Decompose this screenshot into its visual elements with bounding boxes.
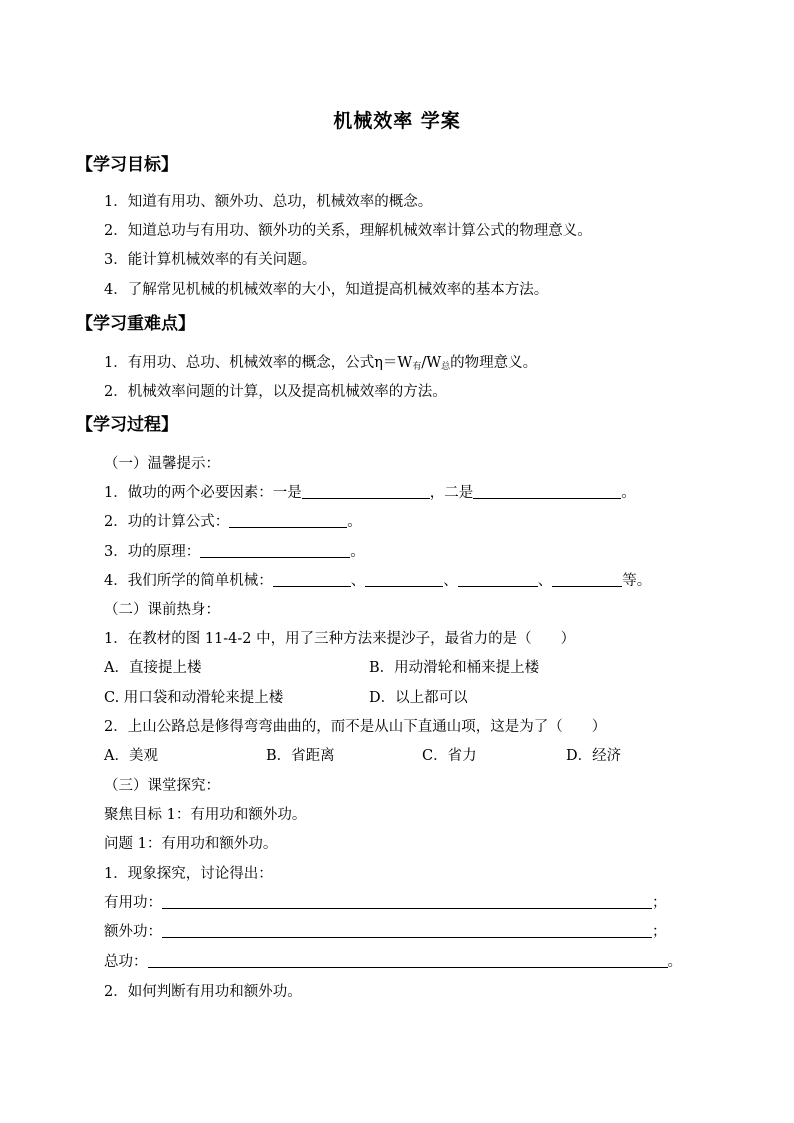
key-point-item-2: 2．机械效率问题的计算，以及提高机械效率的方法。: [104, 384, 447, 400]
option-a[interactable]: A．美观: [104, 748, 158, 764]
option-a[interactable]: A．直接提上楼: [104, 660, 202, 676]
step-2: 2．如何判断有用功和额外功。: [104, 984, 302, 1000]
useful-work-line: 有用功： ；: [104, 895, 667, 911]
answer-blank[interactable]: [162, 922, 652, 938]
option-c[interactable]: C．省力: [422, 748, 477, 764]
answer-blank[interactable]: [148, 952, 668, 968]
part1-question-2: 2．功的计算公式： 。: [104, 514, 362, 530]
part1-question-3: 3．功的原理： 。: [104, 544, 365, 560]
answer-blank[interactable]: [473, 483, 621, 499]
option-c[interactable]: C. 用口袋和动滑轮来提上楼: [104, 690, 284, 706]
answer-blank[interactable]: [273, 571, 351, 587]
answer-blank[interactable]: [229, 512, 347, 528]
question-label: 问题 1：有用功和额外功。: [104, 836, 278, 852]
key-points-heading: 【学习重难点】: [76, 314, 195, 334]
step-1: 1．现象探究，讨论得出：: [104, 866, 273, 882]
answer-blank[interactable]: [200, 542, 350, 558]
option-d[interactable]: D．以上都可以: [369, 690, 468, 706]
extra-work-line: 额外功： ；: [104, 924, 667, 940]
goal-item: 3．能计算机械效率的有关问题。: [104, 252, 317, 268]
part1-question-1: 1．做功的两个必要因素：一是 ，二是 。: [104, 485, 636, 501]
process-heading: 【学习过程】: [76, 415, 178, 435]
option-d[interactable]: D．经济: [566, 748, 622, 764]
part2-label: （二）课前热身：: [104, 602, 220, 618]
answer-blank[interactable]: [365, 571, 443, 587]
part3-label: （三）课堂探究：: [104, 778, 220, 794]
total-work-line: 总功： 。: [104, 954, 682, 970]
key-point-item-1: 1．有用功、总功、机械效率的概念，公式$\eta=W_有/W_总$的物理意义。: [104, 355, 538, 372]
answer-blank[interactable]: [302, 483, 430, 499]
part2-question-1: 1．在教材的图 11-4-2 中，用了三种方法来提沙子，最省力的是（ ）: [104, 631, 576, 647]
goals-heading: 【学习目标】: [76, 155, 178, 175]
option-b[interactable]: B．用动滑轮和桶来提上楼: [369, 660, 540, 676]
answer-blank[interactable]: [552, 571, 622, 587]
goal-item: 1．知道有用功、额外功、总功，机械效率的概念。: [104, 194, 433, 210]
answer-blank[interactable]: [162, 893, 652, 909]
option-b[interactable]: B．省距离: [266, 748, 335, 764]
goal-item: 4．了解常见机械的机械效率的大小，知道提高机械效率的基本方法。: [104, 282, 549, 298]
part1-question-4: 4．我们所学的简单机械： 、 、 、 等。: [104, 573, 652, 589]
goal-item: 2．知道总功与有用功、额外功的关系，理解机械效率计算公式的物理意义。: [104, 223, 592, 239]
focus-goal: 聚焦目标 1：有用功和额外功。: [104, 807, 307, 823]
part1-label: （一）温馨提示：: [104, 456, 220, 472]
answer-blank[interactable]: [458, 571, 538, 587]
part2-question-2: 2．上山公路总是修得弯弯曲曲的，而不是从山下直通山项，这是为了（ ）: [104, 719, 607, 735]
page-title: 机械效率 学案: [333, 110, 461, 132]
